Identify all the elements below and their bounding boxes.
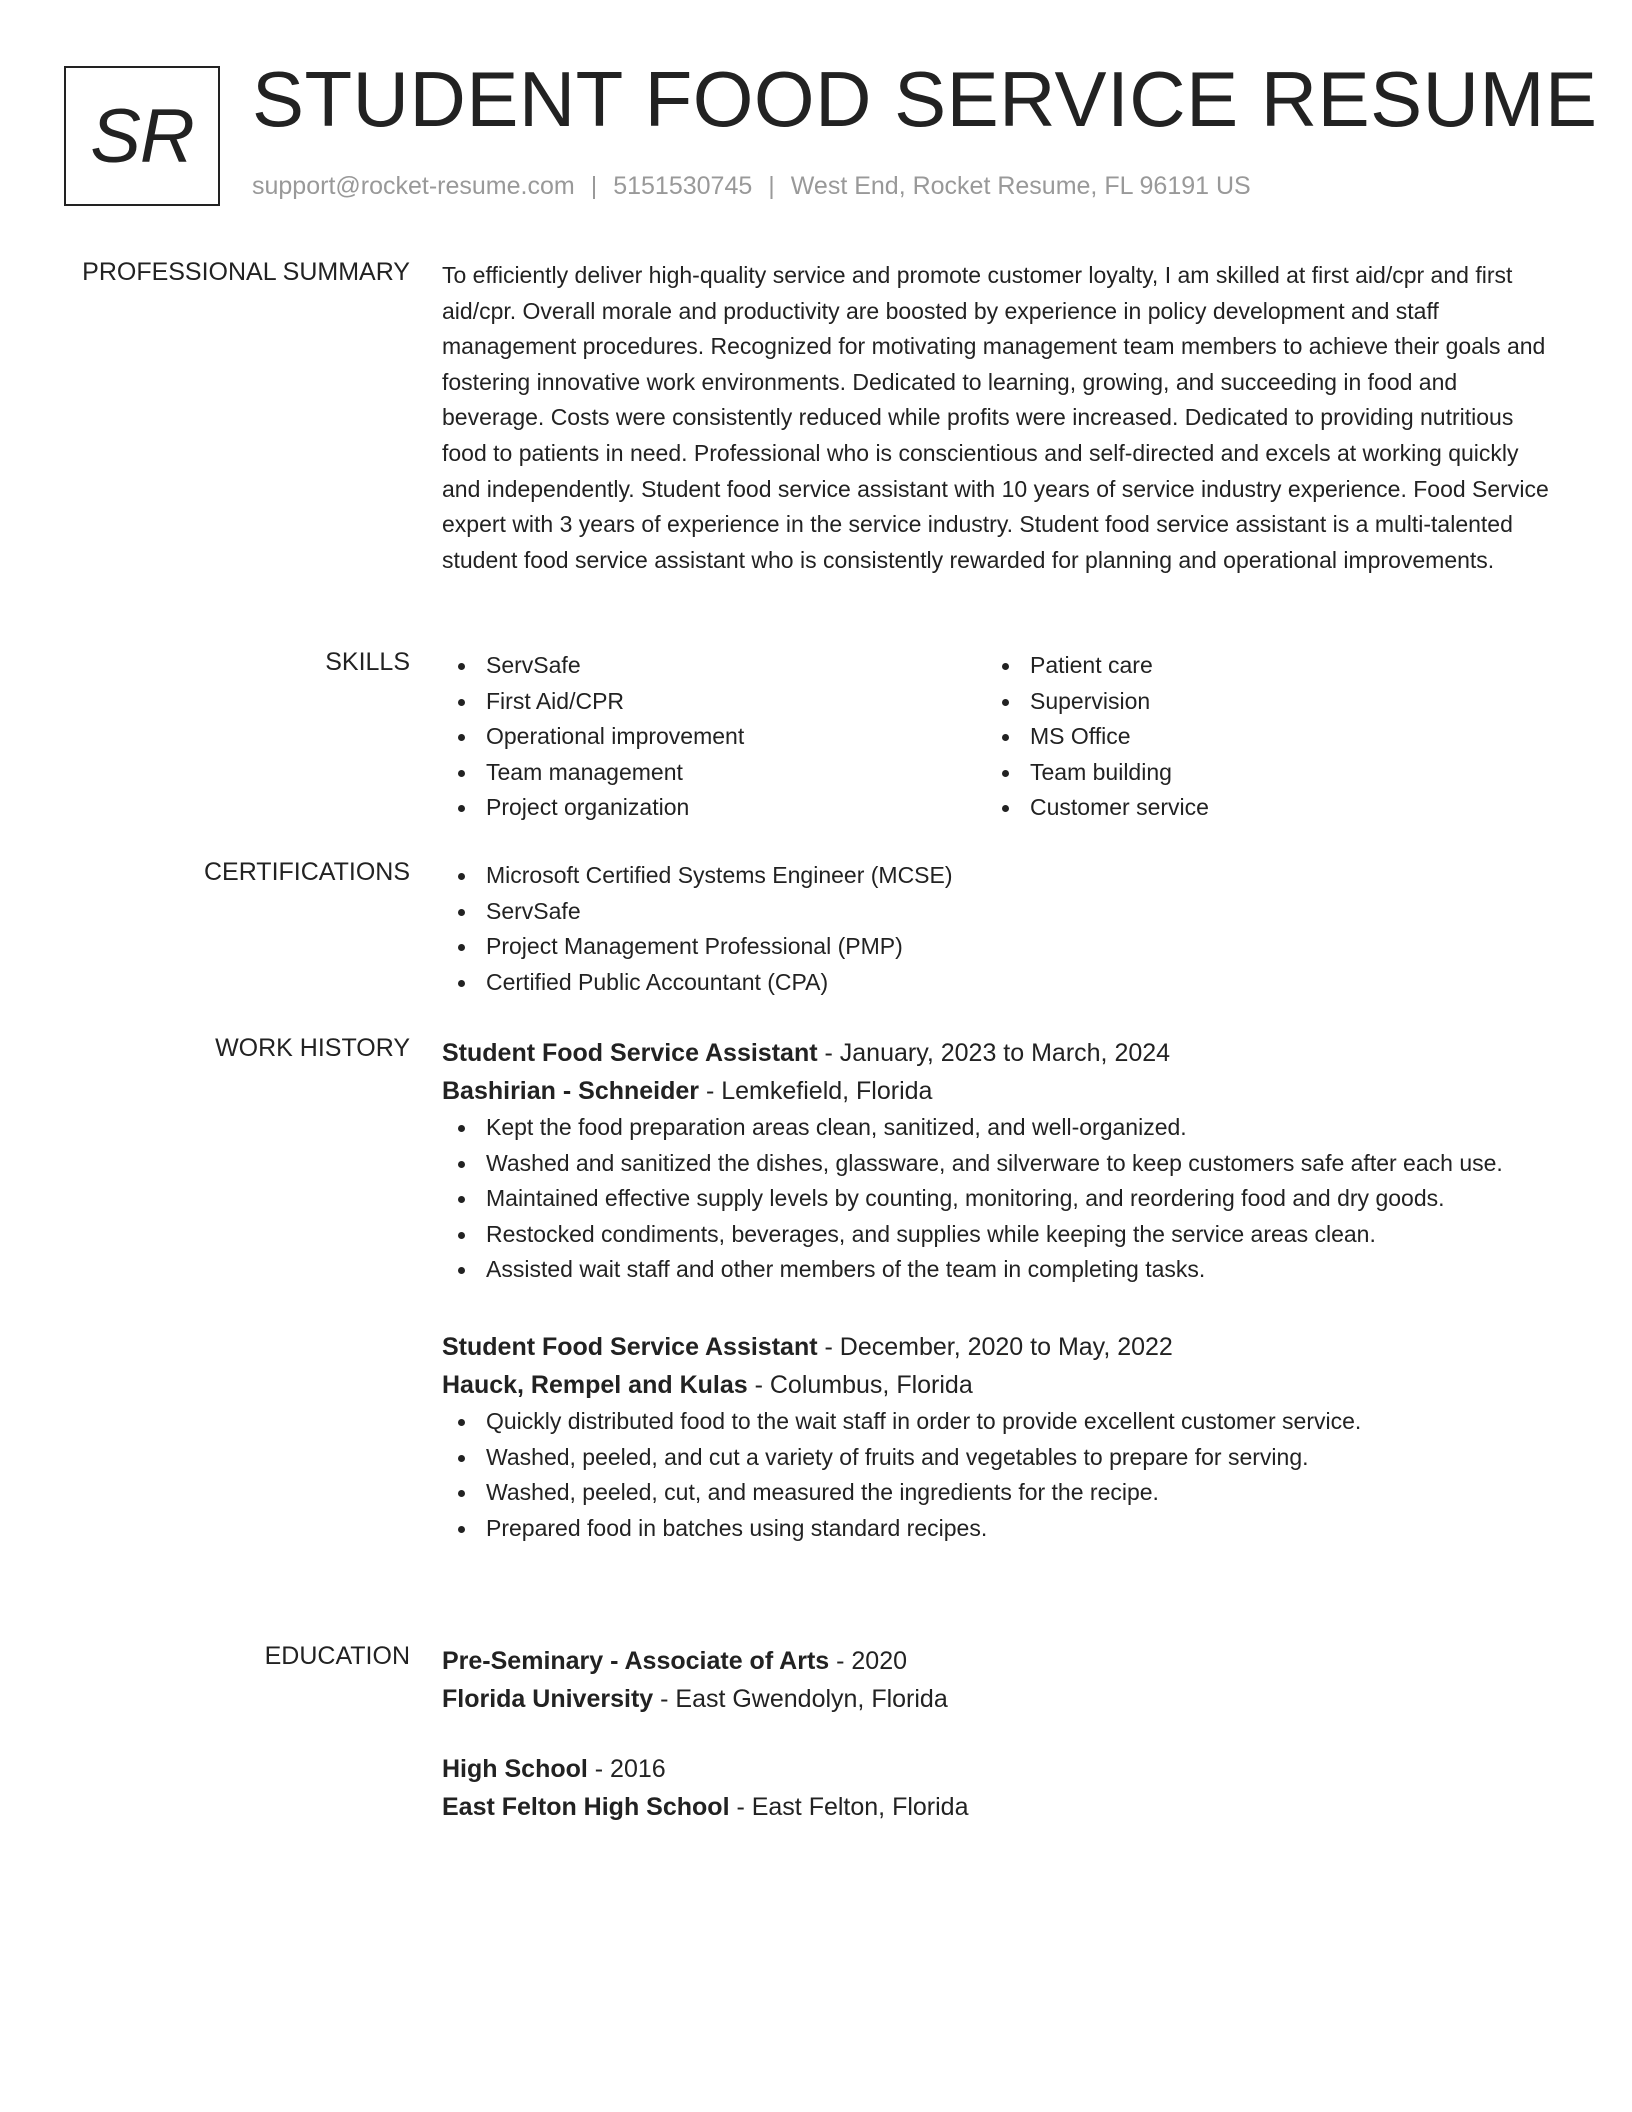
- monogram-box: [64, 66, 220, 206]
- job-company: Hauck, Rempel and Kulas: [442, 1370, 748, 1399]
- education-school-line: [442, 1680, 1552, 1718]
- section-label: PROFESSIONAL SUMMARY: [82, 258, 410, 286]
- skill-item: Patient care: [986, 648, 1530, 684]
- skill-item: Team building: [986, 755, 1530, 791]
- job-title-line: [442, 1034, 1552, 1072]
- education-school: Florida University: [442, 1685, 654, 1713]
- contact-phone: 5151530745: [613, 172, 753, 200]
- job-duty-item: Assisted wait staff and other members of the team in completing tasks.: [442, 1252, 1552, 1288]
- job-title: Student Food Service Assistant: [442, 1039, 818, 1067]
- certification-item: Certified Public Accountant (CPA): [442, 965, 1552, 1001]
- job-duty-item: Washed and sanitized the dishes, glassware, and silverware to keep customers safe after each use.: [442, 1146, 1552, 1182]
- job-entry: [442, 1034, 1552, 1288]
- job-duty-item: Quickly distributed food to the wait staff in order to provide excellent customer service.: [442, 1404, 1552, 1440]
- job-duty-item: Restocked condiments, beverages, and supplies while keeping the service areas clean.: [442, 1217, 1552, 1253]
- job-title-line: [442, 1328, 1552, 1366]
- skills-list-right: [986, 648, 1530, 826]
- skill-item: Team management: [442, 755, 986, 791]
- contact-separator: |: [590, 172, 598, 200]
- education-year: - 2016: [587, 1755, 666, 1783]
- skill-item: Supervision: [986, 684, 1530, 720]
- education-entry: [442, 1750, 1552, 1826]
- certifications-list: [442, 858, 1552, 1000]
- job-duties-list: [442, 1404, 1552, 1546]
- section-label: SKILLS: [325, 648, 410, 676]
- education-degree: Pre-Seminary - Associate of Arts: [442, 1647, 830, 1675]
- contact-separator: |: [768, 172, 775, 200]
- contact-email: support@rocket-resume.com: [252, 172, 575, 200]
- job-company: Bashirian - Schneider: [442, 1077, 700, 1105]
- section-label: CERTIFICATIONS: [203, 858, 410, 886]
- section-body: [442, 1642, 1552, 1826]
- job-title: Student Food Service Assistant: [442, 1332, 818, 1361]
- job-location: - Columbus, Florida: [747, 1370, 973, 1399]
- monogram-initials: SR: [90, 93, 194, 179]
- education-degree: High School: [442, 1755, 588, 1783]
- section-label: EDUCATION: [264, 1642, 410, 1670]
- job-entry: [442, 1328, 1552, 1546]
- job-company-line: [442, 1072, 1552, 1110]
- job-duty-item: Prepared food in batches using standard recipes.: [442, 1511, 1552, 1547]
- education-entry: [442, 1642, 1552, 1718]
- skill-item: Customer service: [986, 790, 1530, 826]
- job-dates: - December, 2020 to May, 2022: [817, 1332, 1173, 1361]
- skill-item: Operational improvement: [442, 719, 986, 755]
- certification-item: Project Management Professional (PMP): [442, 929, 1552, 965]
- certification-item: ServSafe: [442, 894, 1552, 930]
- section-body: [442, 858, 1552, 1000]
- education-location: - East Felton, Florida: [729, 1793, 969, 1821]
- section-body: [442, 258, 1552, 578]
- job-duty-item: Washed, peeled, cut, and measured the ingredients for the recipe.: [442, 1475, 1552, 1511]
- job-location: - Lemkefield, Florida: [699, 1077, 933, 1105]
- section-label: WORK HISTORY: [215, 1034, 410, 1062]
- education-degree-line: [442, 1750, 1552, 1788]
- skill-item: ServSafe: [442, 648, 986, 684]
- education-school-line: [442, 1788, 1552, 1826]
- skill-item: MS Office: [986, 719, 1530, 755]
- contact-address: West End, Rocket Resume, FL 96191 US: [790, 172, 1251, 200]
- summary-paragraph: To efficiently deliver high-quality service and promote customer loyalty, I am skilled at first aid/cpr and first aid/cpr. Overall morale and productivity are boosted by experience in policy development and staff management procedures. Recognized for motivating management team members to achieve their goals and fostering innovative work environments. Dedicated to learning, growing, and succeeding in food and beverage. Costs were consistently reduced while profits were increased. Dedicated to providing nutritious food to patients in need. Professional who is conscientious and self-directed and excels at working quickly and independently. Student food service assistant with 10 years of service industry experience. Food Service expert with 3 years of experience in the service industry. Student food service assistant is a multi-talented student food service assistant who is consistently rewarded for planning and operational improvements.: [442, 262, 1549, 573]
- job-duties-list: [442, 1110, 1552, 1288]
- certification-item: Microsoft Certified Systems Engineer (MCSE): [442, 858, 1552, 894]
- job-dates: - January, 2023 to March, 2024: [817, 1039, 1171, 1067]
- job-duty-item: Washed, peeled, and cut a variety of fruits and vegetables to prepare for serving.: [442, 1440, 1552, 1476]
- skill-item: Project organization: [442, 790, 986, 826]
- skills-list-left: [442, 648, 986, 826]
- section-body: [442, 648, 1552, 826]
- job-duty-item: Maintained effective supply levels by counting, monitoring, and reordering food and dry goods.: [442, 1181, 1552, 1217]
- contact-line: [252, 172, 1251, 201]
- education-year: - 2020: [829, 1647, 908, 1675]
- skills-columns: [442, 648, 1552, 826]
- skill-item: First Aid/CPR: [442, 684, 986, 720]
- education-location: - East Gwendolyn, Florida: [653, 1685, 948, 1713]
- job-company-line: [442, 1366, 1552, 1404]
- education-degree-line: [442, 1642, 1552, 1680]
- job-duty-item: Kept the food preparation areas clean, sanitized, and well-organized.: [442, 1110, 1552, 1146]
- resume-title: STUDENT FOOD SERVICE RESUME: [252, 55, 1598, 143]
- section-body: [442, 1034, 1552, 1546]
- education-school: East Felton High School: [442, 1793, 730, 1821]
